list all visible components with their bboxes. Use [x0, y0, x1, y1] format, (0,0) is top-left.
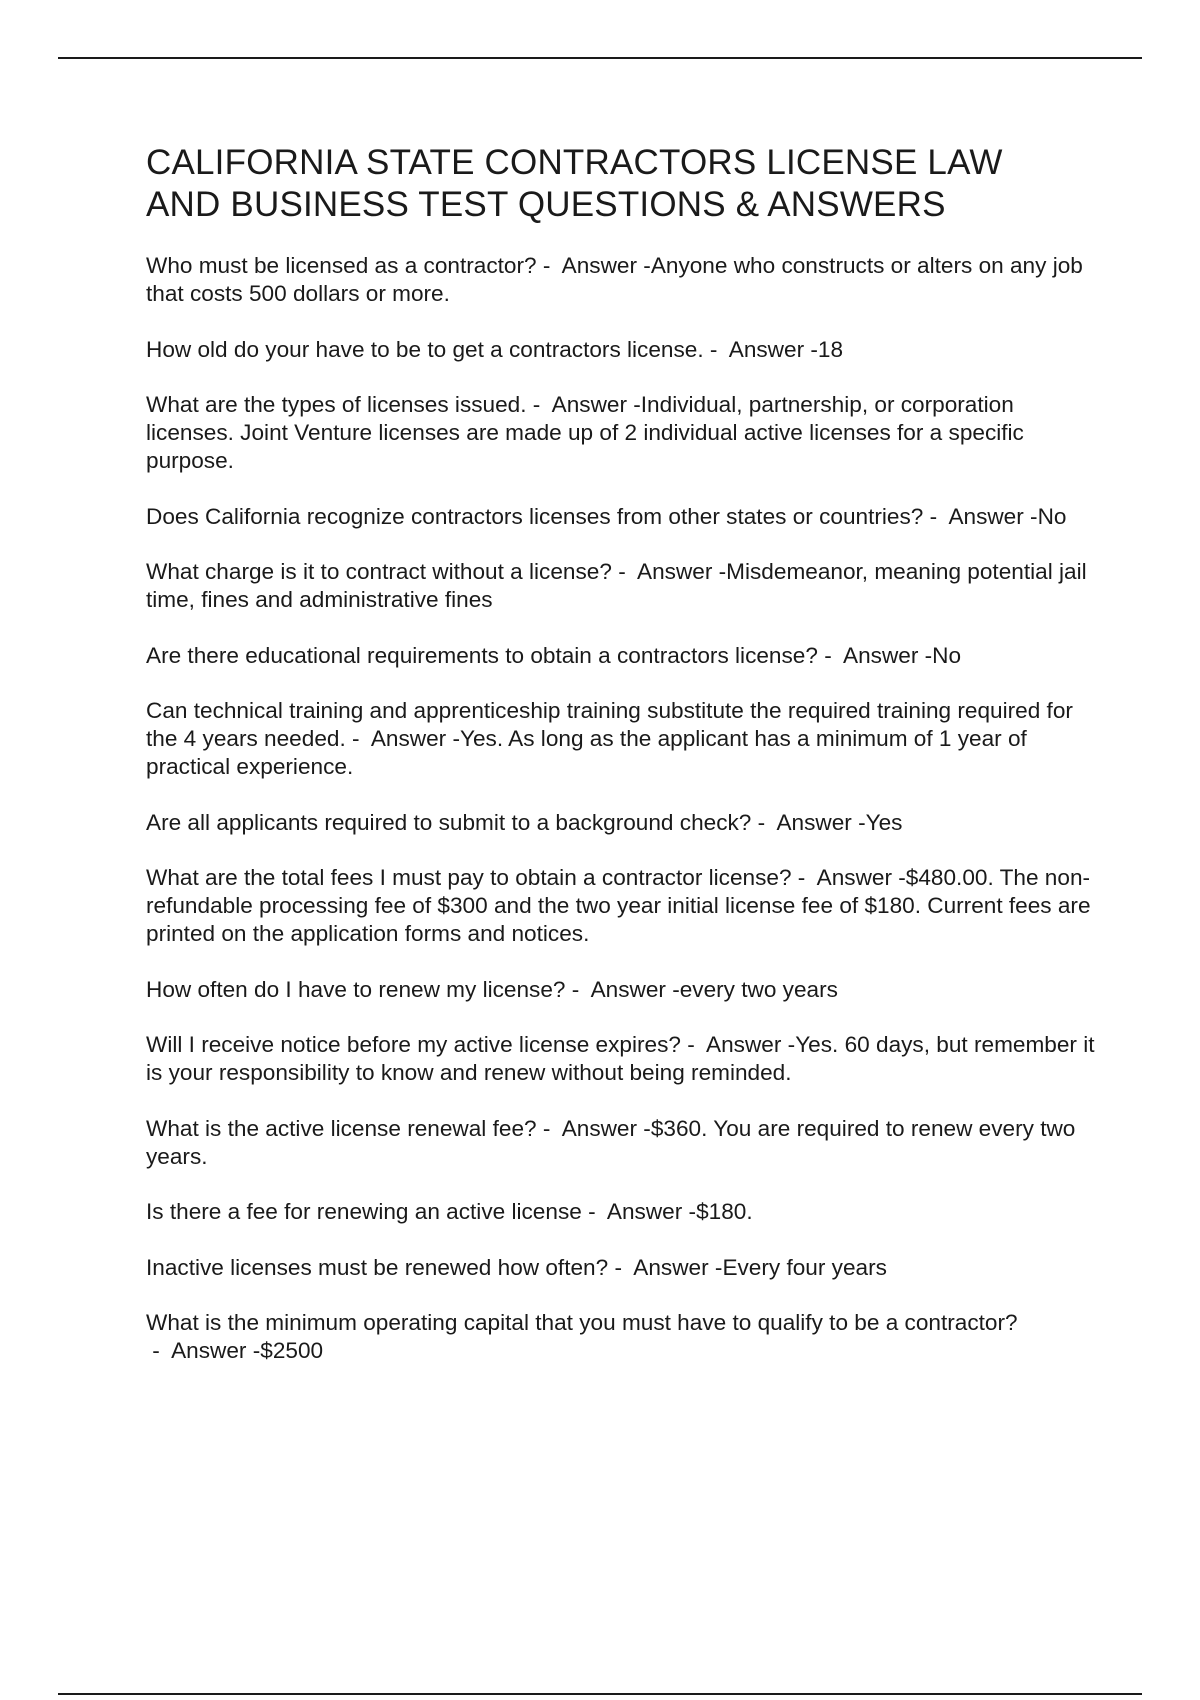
- answer-text: $360. You are required to renew every two years.: [146, 1115, 1076, 1169]
- question-text: What are the total fees I must pay to obtain a contractor license?: [146, 865, 792, 890]
- question-text: How often do I have to renew my license?: [146, 976, 566, 1002]
- answer-text: $2500: [260, 1338, 324, 1363]
- qa-item: [146, 558, 1096, 614]
- answer-prefix: Answer -: [728, 336, 818, 362]
- question-text: Inactive licenses must be renewed how often?: [146, 1254, 609, 1280]
- question-text: What charge is it to contract without a license?: [146, 559, 612, 584]
- title-line-2: AND BUSINESS TEST QUESTIONS & ANSWERS: [146, 185, 946, 224]
- answer-prefix: Answer -: [816, 865, 906, 890]
- answer-prefix: Answer -: [706, 1032, 796, 1057]
- question-text: Are all applicants required to submit to a background check?: [146, 809, 752, 835]
- qa-item: [146, 642, 1096, 670]
- qa-item: [146, 1254, 1096, 1282]
- qa-separator: -: [345, 726, 371, 751]
- question-text: What is the minimum operating capital that you must have to qualify to be a contractor?: [146, 1310, 1018, 1335]
- question-text: Does California recognize contractors licenses from other states or countries?: [146, 503, 924, 529]
- answer-prefix: Answer -: [561, 1115, 651, 1141]
- question-text: Are there educational requirements to obtain a contractors license?: [146, 642, 818, 668]
- qa-separator: -: [703, 336, 729, 362]
- qa-item: [146, 336, 1096, 364]
- qa-item: [146, 1198, 1096, 1226]
- answer-prefix: Answer -: [606, 1199, 697, 1224]
- qa-separator: -: [146, 1338, 172, 1363]
- qa-separator: -: [608, 1254, 634, 1280]
- qa-separator: -: [791, 865, 817, 890]
- bottom-rule: [58, 1693, 1142, 1695]
- question-text: What are the types of licenses issued.: [146, 392, 527, 417]
- question-text: Can technical training and apprenticeship training substitute the required training required for the 4 years needed.: [146, 698, 1073, 751]
- qa-separator: -: [526, 392, 552, 417]
- answer-prefix: Answer -: [171, 1338, 261, 1363]
- qa-separator: -: [923, 503, 949, 529]
- qa-separator: -: [680, 1032, 707, 1057]
- answer-text: Every four years: [722, 1254, 887, 1280]
- qa-separator: -: [611, 559, 638, 584]
- qa-item: [146, 391, 1096, 475]
- qa-separator: -: [751, 809, 777, 835]
- qa-item: [146, 1031, 1096, 1087]
- answer-prefix: Answer -: [637, 559, 727, 584]
- question-text: What is the active license renewal fee?: [146, 1115, 537, 1141]
- answer-prefix: Answer -: [590, 976, 680, 1002]
- qa-separator: -: [565, 976, 591, 1002]
- qa-list: [146, 252, 1096, 1365]
- qa-separator: -: [581, 1199, 607, 1224]
- answer-text: No: [1037, 503, 1067, 529]
- answer-prefix: Answer -: [948, 503, 1038, 529]
- answer-text: $480.00. The non-refundable processing fee of $300 and the two year initial license fee of $180. Current fees are printed on the application forms and notices.: [146, 865, 1091, 946]
- answer-prefix: Answer -: [370, 726, 460, 751]
- question-text: How old do your have to be to get a contractors license.: [146, 336, 704, 362]
- answer-text: Yes. As long as the applicant has a minimum of 1 year of practical experience.: [146, 726, 1027, 779]
- answer-text: Yes: [865, 809, 903, 835]
- document-title: [146, 142, 1096, 226]
- qa-separator: -: [536, 1115, 562, 1141]
- qa-item: [146, 697, 1096, 781]
- answer-text: Yes. 60 days, but remember it is your responsibility to know and renew without being reminded.: [146, 1032, 1095, 1085]
- question-text: Will I receive notice before my active license expires?: [146, 1032, 681, 1057]
- qa-item: [146, 864, 1096, 948]
- qa-item: [146, 503, 1096, 531]
- qa-item: [146, 1309, 1096, 1365]
- answer-prefix: Answer -: [843, 642, 933, 668]
- answer-prefix: Answer -: [776, 809, 866, 835]
- qa-item: [146, 1115, 1096, 1171]
- qa-item: [146, 976, 1096, 1004]
- answer-text: Misdemeanor, meaning potential jail time, fines and administrative fines: [146, 559, 1087, 612]
- top-rule: [58, 57, 1142, 59]
- question-text: Is there a fee for renewing an active license: [146, 1199, 582, 1224]
- answer-text: No: [932, 642, 962, 668]
- answer-text: Individual, partnership, or corporation licenses. Joint Venture licenses are made up of 2 individual active licenses for a specific purpose.: [146, 392, 1024, 473]
- qa-item: [146, 252, 1096, 308]
- answer-prefix: Answer -: [551, 392, 641, 417]
- qa-item: [146, 809, 1096, 837]
- answer-text: 18: [817, 336, 844, 362]
- qa-separator: -: [817, 642, 844, 668]
- answer-text: $180.: [696, 1199, 753, 1224]
- answer-text: every two years: [679, 976, 838, 1002]
- question-text: Who must be licensed as a contractor?: [146, 253, 537, 278]
- answer-text: Anyone who constructs or alters on any job that costs 500 dollars or more.: [146, 253, 1083, 306]
- qa-separator: -: [536, 253, 562, 278]
- answer-prefix: Answer -: [633, 1254, 723, 1280]
- answer-prefix: Answer -: [561, 253, 651, 278]
- document-body: [146, 142, 1096, 1393]
- title-line-1: CALIFORNIA STATE CONTRACTORS LICENSE LAW: [146, 143, 1003, 182]
